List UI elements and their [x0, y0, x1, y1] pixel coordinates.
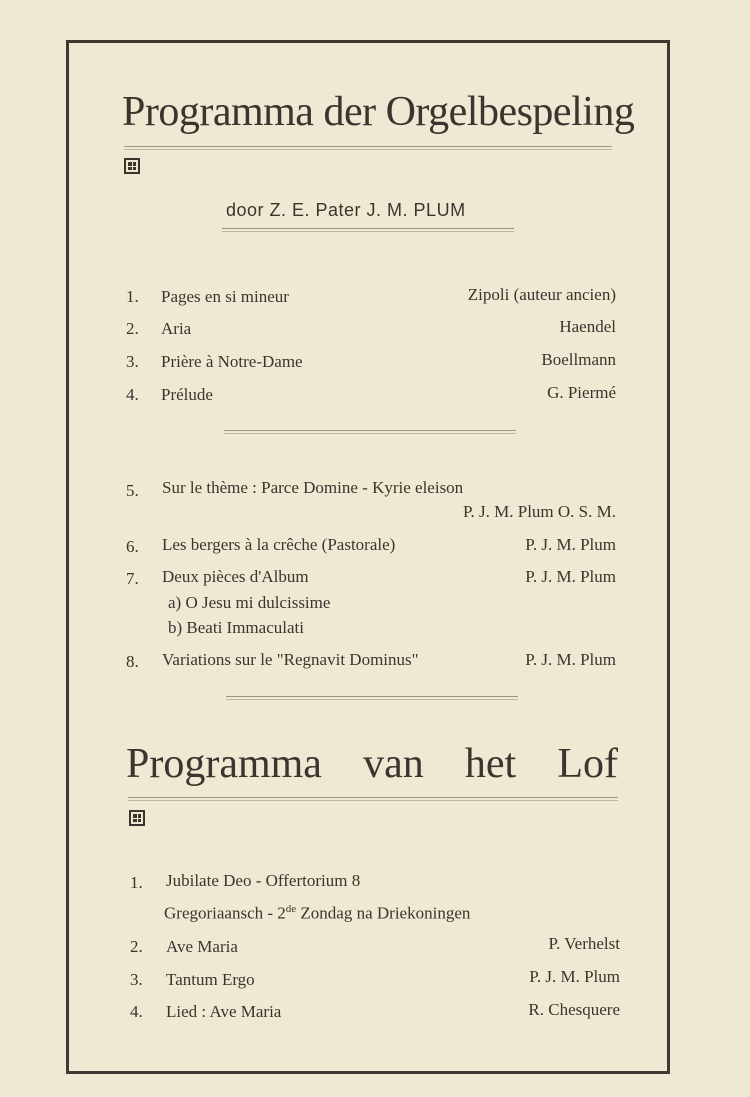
composer: P. J. M. Plum O. S. M. — [462, 502, 616, 521]
item-number: 8. — [126, 652, 139, 671]
piece-title: Jubilate Deo - Offertorium 8 — [166, 871, 361, 890]
item-number: 4. — [130, 1002, 143, 1021]
square-ornament-icon — [124, 158, 140, 174]
piece-title: Aria — [161, 319, 192, 338]
composer: Zipoli (auteur ancien) — [467, 285, 616, 304]
piece-title: Prélude — [161, 385, 213, 404]
subitem: a) O Jesu mi dulcissime — [168, 593, 331, 612]
item-number: 5. — [126, 481, 139, 500]
piece-title: Deux pièces d'Album — [162, 567, 309, 586]
title-word: van — [363, 741, 424, 787]
title-rule — [124, 146, 612, 150]
item-number: 3. — [126, 352, 139, 371]
square-ornament-icon — [129, 810, 145, 826]
piece-title: Lied : Ave Maria — [166, 1002, 282, 1021]
piece-title: Les bergers à la crêche (Pastorale) — [162, 535, 396, 554]
item-number: 4. — [126, 385, 139, 404]
item-number: 2. — [126, 319, 139, 338]
organ-program-title: Programma der Orgelbespeling — [122, 89, 635, 135]
item-number: 7. — [126, 569, 139, 588]
title-word: het — [464, 741, 517, 787]
subitem: b) Beati Immaculati — [168, 618, 304, 637]
piece-title: Ave Maria — [166, 937, 238, 956]
title-word: Programma — [126, 741, 322, 787]
composer: Haendel — [559, 317, 616, 336]
piece-title: Prière à Notre-Dame — [161, 352, 303, 371]
composer: P. Verhelst — [548, 934, 620, 953]
piece-title: Pages en si mineur — [161, 287, 289, 306]
lof-program-title — [126, 740, 618, 788]
composer: P. J. M. Plum — [525, 567, 616, 586]
piece-title: Variations sur le "Regnavit Dominus" — [162, 650, 419, 669]
item-number: 1. — [126, 287, 139, 306]
section-rule — [224, 430, 516, 434]
item-number: 6. — [126, 537, 139, 556]
composer: P. J. M. Plum — [529, 967, 620, 986]
section-rule — [226, 696, 518, 700]
composer: G. Piermé — [547, 383, 616, 402]
composer: R. Chesquere — [528, 1000, 620, 1019]
item-number: 2. — [130, 937, 143, 956]
composer: P. J. M. Plum — [525, 535, 616, 554]
byline: door Z. E. Pater J. M. PLUM — [226, 200, 466, 220]
item-number: 1. — [130, 873, 143, 892]
composer: Boellmann — [541, 350, 616, 369]
piece-title: Sur le thème : Parce Domine - Kyrie eleison — [162, 478, 464, 497]
composer: P. J. M. Plum — [525, 650, 616, 669]
piece-subtitle: Gregoriaansch - 2de Zondag na Driekoningen — [164, 903, 471, 923]
byline-rule — [222, 228, 514, 232]
piece-title: Tantum Ergo — [166, 970, 255, 989]
item-number: 3. — [130, 970, 143, 989]
title-word: Lof — [557, 741, 618, 787]
title-rule — [128, 797, 618, 801]
